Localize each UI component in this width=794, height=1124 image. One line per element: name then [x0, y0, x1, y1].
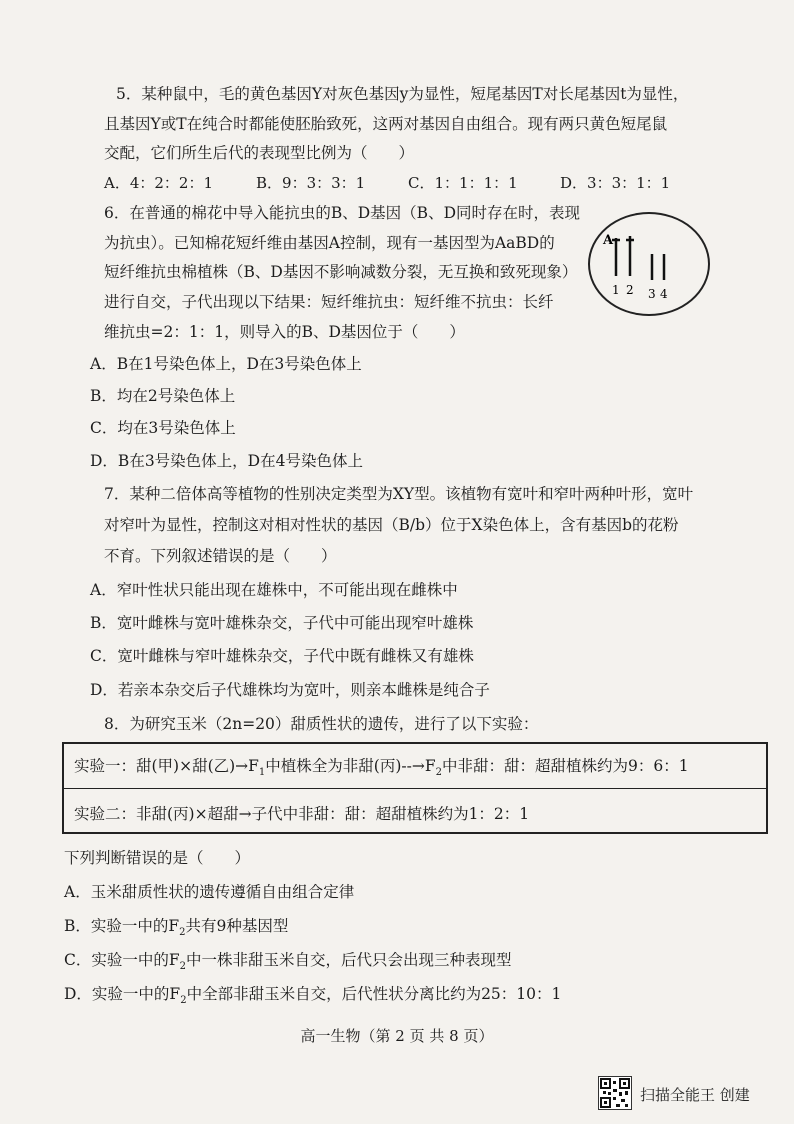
exp1-sub-1: 1: [258, 767, 266, 779]
q8-option-c-b: 中一株非甜玉米自交，后代只会出现三种表现型: [186, 951, 512, 969]
q6-line4: 进行自交，子代出现以下结果：短纤维抗虫：短纤维不抗虫：长纤: [104, 293, 554, 311]
q6-option-c: C．均在3号染色体上: [90, 419, 236, 437]
q5-line2: 且基因Y或T在纯合时都能使胚胎致死，这两对基因自由组合。现有两只黄色短尾鼠: [104, 115, 668, 133]
q6-line2: 为抗虫）。已知棉花短纤维由基因A控制，现有一基因型为AaBD的: [104, 234, 555, 252]
q8-option-d-b: 中全部非甜玉米自交，后代性状分离比约为25：10：1: [186, 985, 562, 1003]
q8-option-b: [64, 916, 288, 943]
q5-option-d: D．3：3：1：1: [560, 174, 671, 192]
chromosome-diagram-svg: [590, 214, 708, 314]
q7-line2: 对窄叶为显性，控制这对相对性状的基因（B/b）位于X染色体上，含有基因b的花粉: [104, 516, 679, 534]
q5-option-c: C．1：1：1：1: [408, 174, 518, 192]
chromosome-number-1: 1: [612, 283, 620, 297]
q7-option-c: C．宽叶雌株与窄叶雄株杂交，子代中既有雌株又有雄株: [90, 647, 474, 665]
q7-line1: 7．某种二倍体高等植物的性别决定类型为XY型。该植物有宽叶和窄叶两种叶形，宽叶: [104, 485, 694, 503]
chromosome-diagram: [588, 212, 710, 316]
q8-option-c-a: C．实验一中的F: [64, 951, 180, 969]
q5-option-a: A．4：2：2：1: [104, 174, 214, 192]
exp1-text-b: 中植株全为非甜(丙)--→F: [265, 757, 436, 775]
gene-label-a: A: [603, 233, 614, 248]
exp1-text-c: 中非甜：甜：超甜植株约为9：6：1: [441, 757, 689, 775]
q8-option-a: A．玉米甜质性状的遗传遵循自由组合定律: [64, 883, 355, 901]
q5-line1: 5．某种鼠中，毛的黄色基因Y对灰色基因y为显性，短尾基因T对长尾基因t为显性，: [116, 85, 689, 103]
q8-option-b-b: 共有9种基因型: [185, 917, 289, 935]
experiment-1-row: [74, 756, 689, 783]
page-footer: 高一生物（第 2 页 共 8 页）: [300, 1027, 494, 1045]
q8-intro: 8．为研究玉米（2n=20）甜质性状的遗传，进行了以下实验：: [104, 715, 539, 733]
q7-option-a: A．窄叶性状只能出现在雄株中，不可能出现在雌株中: [90, 581, 458, 599]
exp1-text-a: 实验一：甜(甲)×甜(乙)→F: [74, 757, 259, 775]
experiment-table: [62, 742, 768, 834]
chromosome-number-4: 4: [660, 287, 668, 301]
q8-option-c-sub: 2: [179, 961, 186, 973]
q7-line3: 不育。下列叙述错误的是（ ）: [104, 547, 337, 565]
q6-line3: 短纤维抗虫棉植株（B、D基因不影响减数分裂，无互换和致死现象）: [104, 263, 578, 281]
q6-option-b: B．均在2号染色体上: [90, 387, 236, 405]
experiment-2-row: 实验二：非甜(丙)×超甜→子代中非甜：甜：超甜植株约为1：2：1: [74, 805, 530, 823]
q8-option-d-sub: 2: [180, 995, 187, 1007]
q8-option-b-a: B．实验一中的F: [64, 917, 180, 935]
q8-option-d-a: D．实验一中的F: [64, 985, 181, 1003]
q8-option-c: [64, 950, 512, 977]
q7-option-d: D．若亲本杂交后子代雄株均为宽叶，则亲本雌株是纯合子: [90, 681, 490, 699]
qr-code-icon: [598, 1076, 632, 1110]
q8-question: 下列判断错误的是（ ）: [64, 849, 251, 867]
experiment-divider: [64, 788, 766, 789]
q8-option-d: [64, 984, 561, 1011]
q6-line1: 6．在普通的棉花中导入能抗虫的B、D基因（B、D同时存在时，表现: [104, 204, 580, 222]
q5-option-b: B．9：3：3：1: [256, 174, 366, 192]
q6-line5: 维抗虫=2：1：1，则导入的B、D基因位于（ ）: [104, 323, 465, 341]
q8-option-b-sub: 2: [179, 927, 186, 939]
q7-option-b: B．宽叶雌株与宽叶雄株杂交，子代中可能出现窄叶雄株: [90, 614, 474, 632]
q6-option-a: A．B在1号染色体上，D在3号染色体上: [90, 355, 362, 373]
chromosome-number-3: 3: [648, 287, 656, 301]
q6-option-d: D．B在3号染色体上，D在4号染色体上: [90, 452, 363, 470]
q5-line3: 交配，它们所生后代的表现型比例为（ ）: [104, 144, 415, 162]
exp1-sub-2: 2: [435, 767, 442, 779]
scanner-badge-text: 扫描全能王 创建: [640, 1086, 750, 1104]
chromosome-number-2: 2: [626, 283, 634, 297]
